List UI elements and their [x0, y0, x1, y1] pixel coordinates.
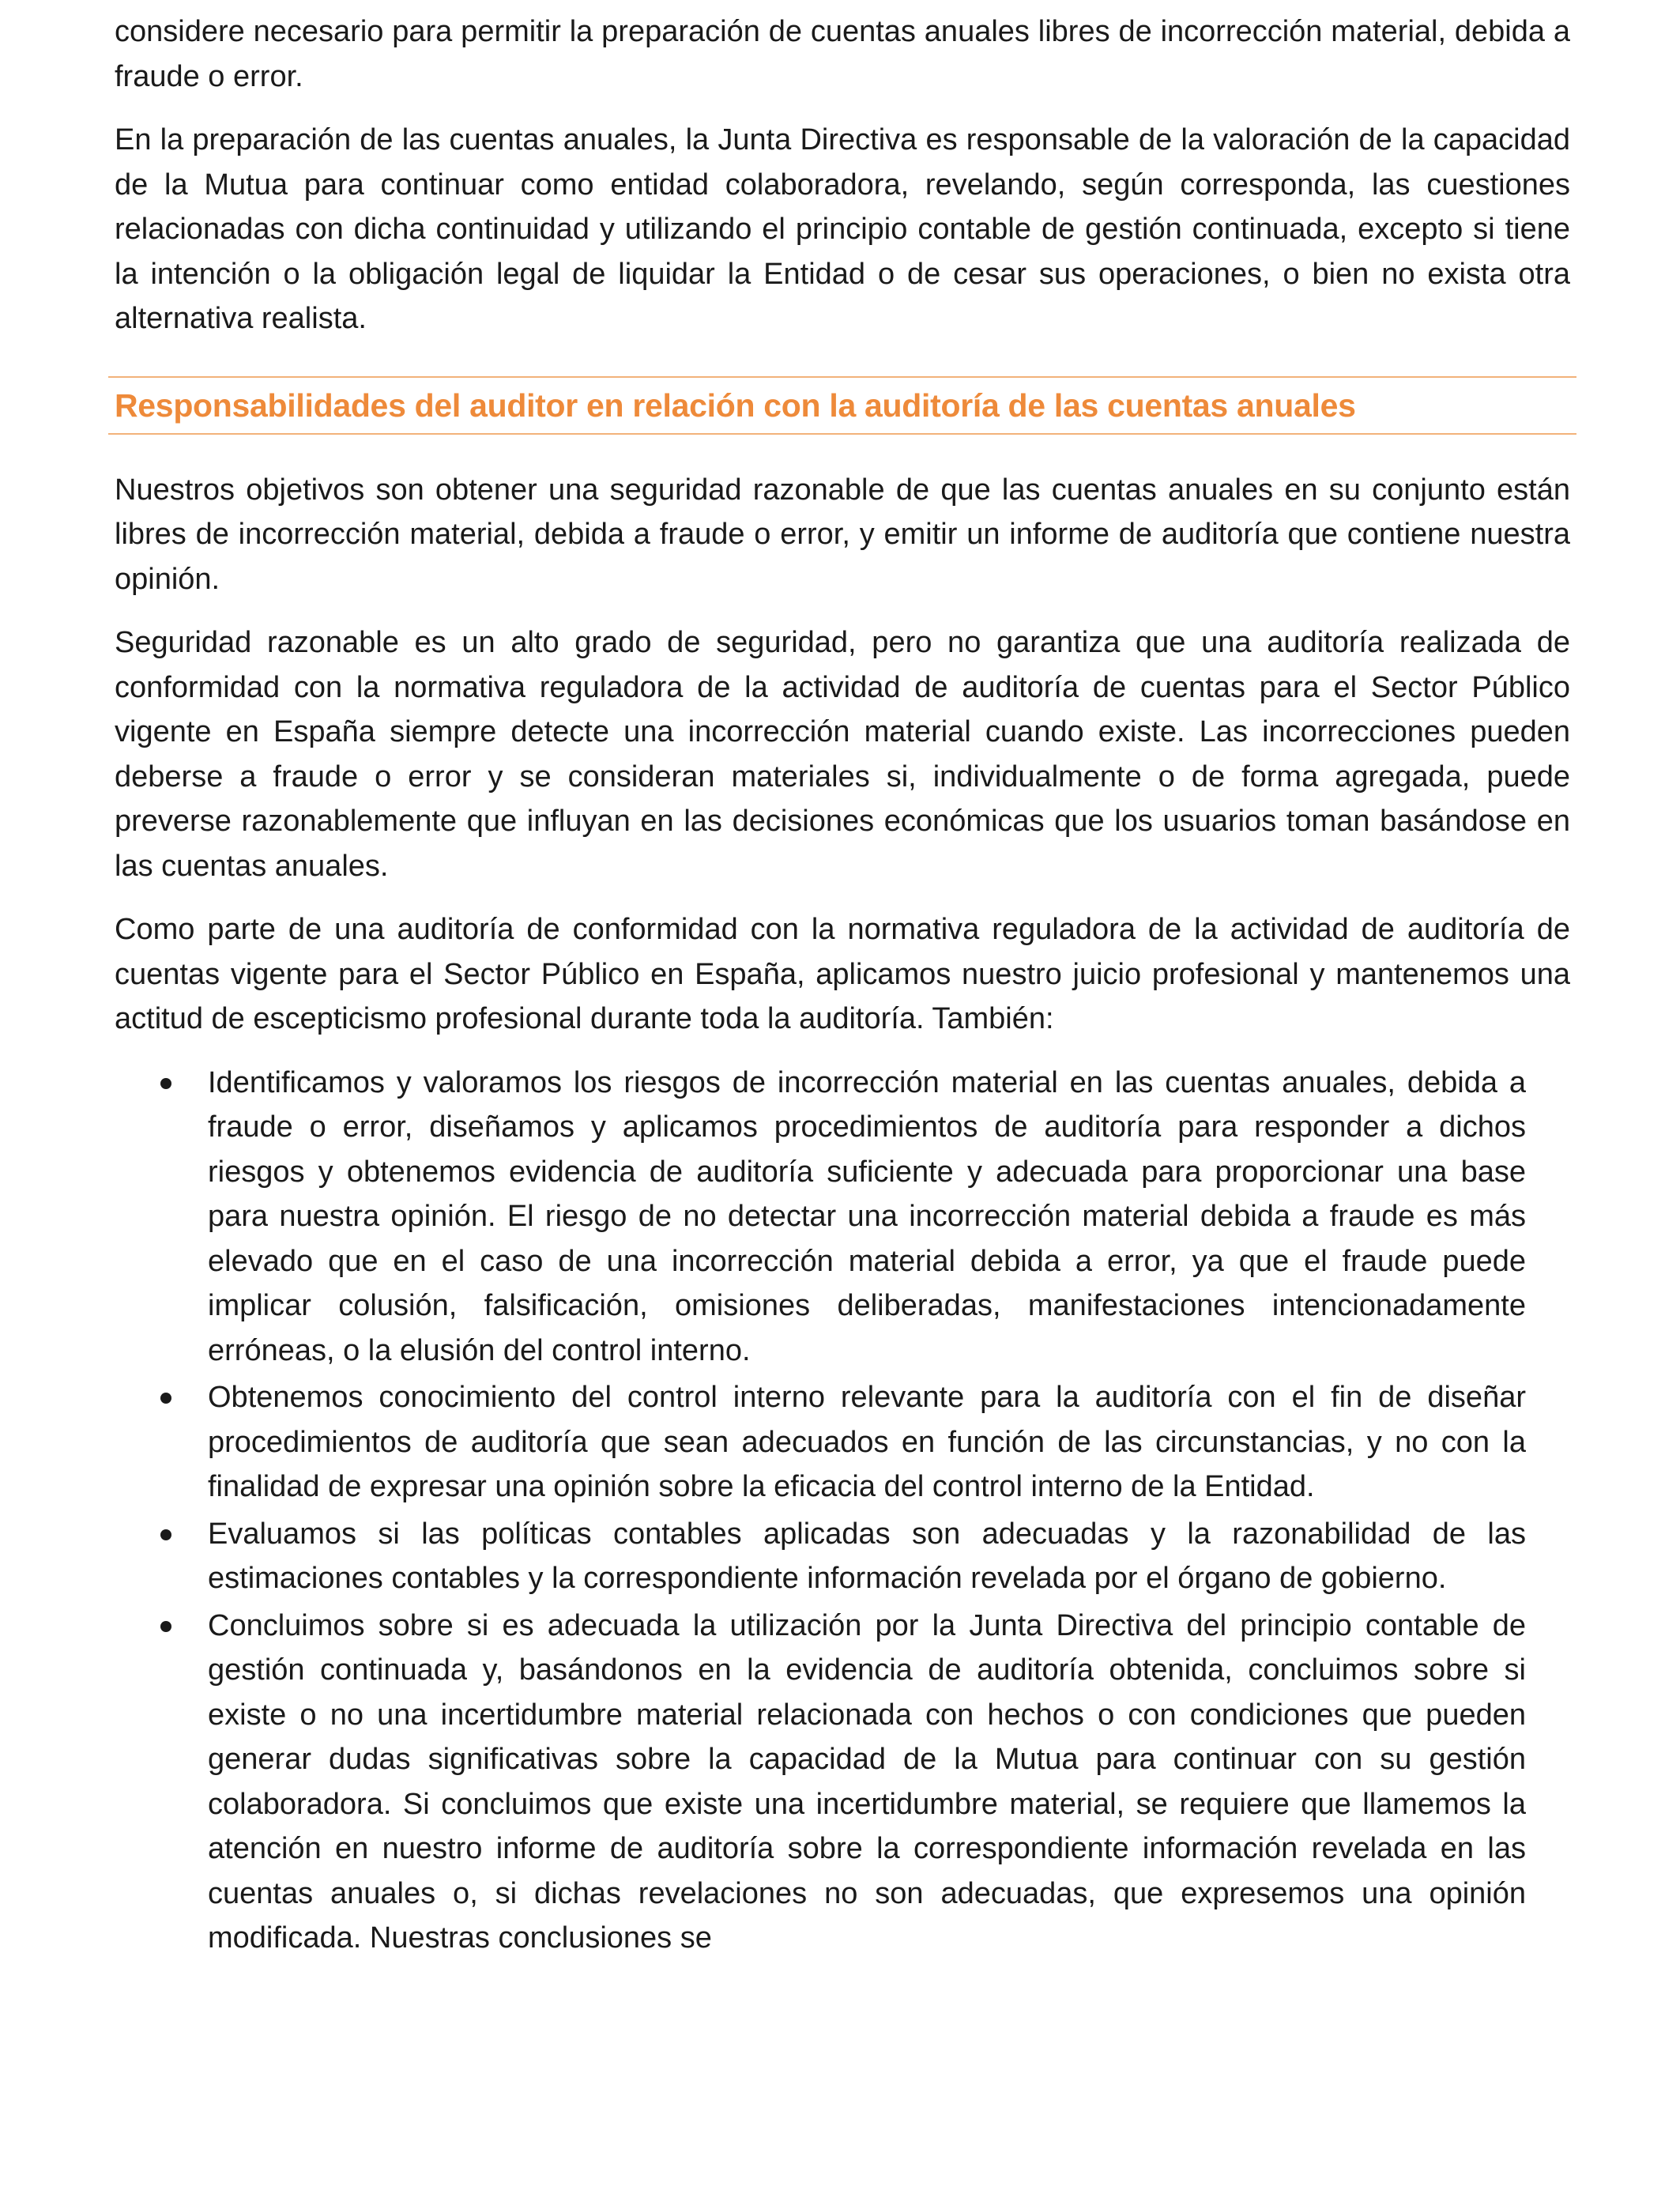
- bullet-icon: [160, 1078, 171, 1089]
- list-item: [208, 1512, 1526, 1601]
- paragraph-going-concern: En la preparación de las cuentas anuales, la Junta Directiva es responsable de la valoración de la capacidad de la Mutua para continuar como entidad colaboradora, revelando, según corresponda, las cuestiones relacionadas con dicha continuidad y utilizando el principio contable de gestión continuada, excepto si tiene la intención o la obligación legal de liquidar la Entidad o de cesar sus operaciones, o bien no exista otra alternativa realista.: [115, 123, 1570, 335]
- list-item-text: Evaluamos si las políticas contables aplicadas son adecuadas y la razonabilidad de las estimaciones contables y la correspondiente información revelada por el órgano de gobierno.: [208, 1517, 1526, 1595]
- list-item: [208, 1375, 1526, 1510]
- paragraph-continuation: considere necesario para permitir la preparación de cuentas anuales libres de incorrección material, debida a fraude o error.: [115, 15, 1570, 93]
- section-header: [108, 376, 1576, 435]
- bullet-icon: [160, 1621, 171, 1632]
- list-item: [208, 1604, 1526, 1961]
- list-item: [208, 1061, 1526, 1374]
- list-item-text: Obtenemos conocimiento del control interno relevante para la auditoría con el fin de diseñar procedimientos de auditoría que sean adecuados en función de las circunstancias, y no con la finalidad de expresar una opinión sobre la eficacia del control interno de la Entidad.: [208, 1381, 1526, 1503]
- section-title: Responsabilidades del auditor en relación con la auditoría de las cuentas anuales: [115, 386, 1356, 424]
- list-item-text: Concluimos sobre si es adecuada la utilización por la Junta Directiva del principio contable de gestión continuada y, basándonos en la evidencia de auditoría obtenida, concluimos sobre si existe o no una incertidumbre material relacionada con hechos o con condiciones que pueden generar dudas significativas sobre la capacidad de la Mutua para continuar con su gestión colaboradora. Si concluimos que existe una incertidumbre material, se requiere que llamemos la atención en nuestro informe de auditoría sobre la correspondiente información revelada en las cuentas anuales o, si dichas revelaciones no son adecuadas, que expresemos una opinión modificada. Nuestras conclusiones se: [208, 1608, 1526, 1955]
- bullet-icon: [160, 1393, 171, 1404]
- paragraph-objectives: Nuestros objetivos son obtener una seguridad razonable de que las cuentas anuales en su conjunto están libres de incorrección material, debida a fraude o error, y emitir un informe de auditoría que contiene nuestra opinión.: [115, 473, 1570, 596]
- document-page: [115, 9, 1570, 1963]
- paragraph-professional-judgment: Como parte de una auditoría de conformidad con la normativa reguladora de la actividad de auditoría de cuentas vigente para el Sector Público en España, aplicamos nuestro juicio profesional y mantenemos una actitud de escepticismo profesional durante toda la auditoría. También:: [115, 913, 1570, 1035]
- paragraph-reasonable-assurance: Seguridad razonable es un alto grado de seguridad, pero no garantiza que una auditoría realizada de conformidad con la normativa reguladora de la actividad de auditoría de cuentas para el Sector Público vigente en España siempre detecte una incorrección material cuando existe. Las incorrecciones pueden deberse a fraude o error y se consideran materiales si, individualmente o de forma agregada, puede preverse razonablemente que influyan en las decisiones económicas que los usuarios toman basándose en las cuentas anuales.: [115, 626, 1570, 883]
- bullet-icon: [160, 1529, 171, 1540]
- list-item-text: Identificamos y valoramos los riesgos de incorrección material en las cuentas anuales, debida a fraude o error, diseñamos y aplicamos procedimientos de auditoría para responder a dichos riesgos y obtenemos evidencia de auditoría suficiente y adecuada para proporcionar una base para nuestra opinión. El riesgo de no detectar una incorrección material debida a fraude es más elevado que en el caso de una incorrección material debida a error, ya que el fraude puede implicar colusión, falsificación, omisiones deliberadas, manifestaciones intencionadamente erróneas, o la elusión del control interno.: [208, 1065, 1526, 1367]
- audit-procedures-list: [115, 1061, 1526, 1961]
